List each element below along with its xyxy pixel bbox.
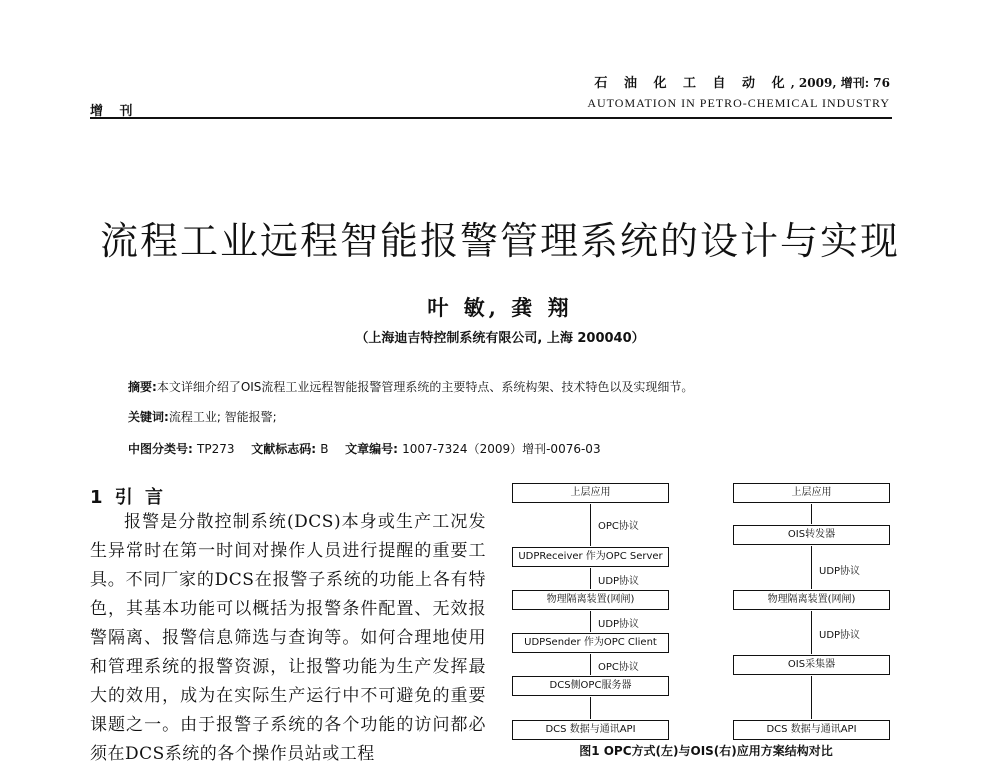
article-title: 流程工业远程智能报警管理系统的设计与实现: [99, 219, 900, 263]
right-isolation-box: 物理隔离装置(网闸): [733, 590, 890, 610]
body-paragraph: 报警是分散控制系统(DCS)本身或生产工况发生异常时在第一时间对操作人员进行提醒的重要工具。不同厂家的DCS在报警子系统的功能上各有特色，其基本功能可以概括为报警条件配置、无效报警隔离、报警信息筛选与查询等。如何合理地使用和管理系统的报警资源，让报警功能为生产发挥最大的效用，成为在实际生产运行中不可避免的重要课题之一。由于报警子系统的各个功能的访问都必须在DCS系统的各个操作员站或工程: [90, 512, 486, 764]
connector: [590, 504, 591, 546]
left-top-app-box: 上层应用: [512, 483, 669, 503]
keywords-label: 关键词:: [128, 410, 169, 424]
figure-caption: 图1 OPC方式(左)与OIS(右)应用方案结构对比: [579, 744, 833, 758]
abstract-line: [128, 378, 693, 395]
right-top-app-box: 上层应用: [733, 483, 890, 503]
author-affiliation: （上海迪吉特控制系统有限公司, 上海 200040）: [355, 331, 645, 346]
right-ois-collector-box: OIS采集器: [733, 655, 890, 675]
connector: [590, 697, 591, 719]
journal-issue-meta: , 2009, 增刊: 76: [790, 76, 890, 90]
left-opc-protocol-label: OPC协议: [598, 521, 639, 532]
section-heading: 1 引 言: [90, 487, 167, 508]
keywords-line: [128, 408, 277, 425]
connector: [590, 568, 591, 589]
left-isolation-box: 物理隔离装置(网闸): [512, 590, 669, 610]
article-number-label: 文章编号:: [345, 442, 398, 456]
connector: [811, 611, 812, 654]
left-opc-protocol-label-2: OPC协议: [598, 662, 639, 673]
left-udp-receiver-box: UDPReceiver 作为OPC Server: [512, 547, 669, 567]
connector: [811, 676, 812, 719]
doc-code-label: 文献标志码:: [251, 442, 317, 456]
classification-value: TP273: [197, 442, 235, 456]
left-dcs-api-box: DCS 数据与通讯API: [512, 720, 669, 740]
left-udp-protocol-label-2: UDP协议: [598, 619, 640, 630]
issue-tag: 增 刊: [90, 104, 139, 119]
right-udp-protocol-label: UDP协议: [819, 566, 861, 577]
left-udp-sender-box: UDPSender 作为OPC Client: [512, 633, 669, 653]
right-ois-forwarder-box: OIS转发器: [733, 525, 890, 545]
article-authors: 叶 敏, 龚 翔: [427, 295, 573, 320]
left-dcs-opc-server-box: DCS侧OPC服务器: [512, 676, 669, 696]
classification-label: 中图分类号:: [128, 442, 193, 456]
abstract-label: 摘要:: [128, 380, 157, 394]
connector: [811, 504, 812, 524]
journal-name-cn-line: [594, 72, 890, 91]
classification-line: [128, 440, 601, 457]
article-number-value: 1007-7324（2009）增刊-0076-03: [402, 442, 601, 456]
connector: [590, 654, 591, 675]
connector: [590, 611, 591, 632]
doc-code-value: B: [320, 442, 329, 456]
header-divider: [90, 117, 892, 119]
right-dcs-api-box: DCS 数据与通讯API: [733, 720, 890, 740]
keywords-text: 流程工业; 智能报警;: [168, 410, 277, 424]
abstract-text: 本文详细介绍了OIS流程工业远程智能报警管理系统的主要特点、系统构架、技术特色以及实现细节。: [156, 380, 694, 394]
journal-name-en: AUTOMATION IN PETRO-CHEMICAL INDUSTRY: [587, 96, 890, 110]
right-udp-protocol-label-2: UDP协议: [819, 630, 861, 641]
connector: [811, 546, 812, 589]
left-udp-protocol-label: UDP协议: [598, 576, 640, 587]
journal-name-cn: 石 油 化 工 自 动 化: [594, 76, 791, 91]
